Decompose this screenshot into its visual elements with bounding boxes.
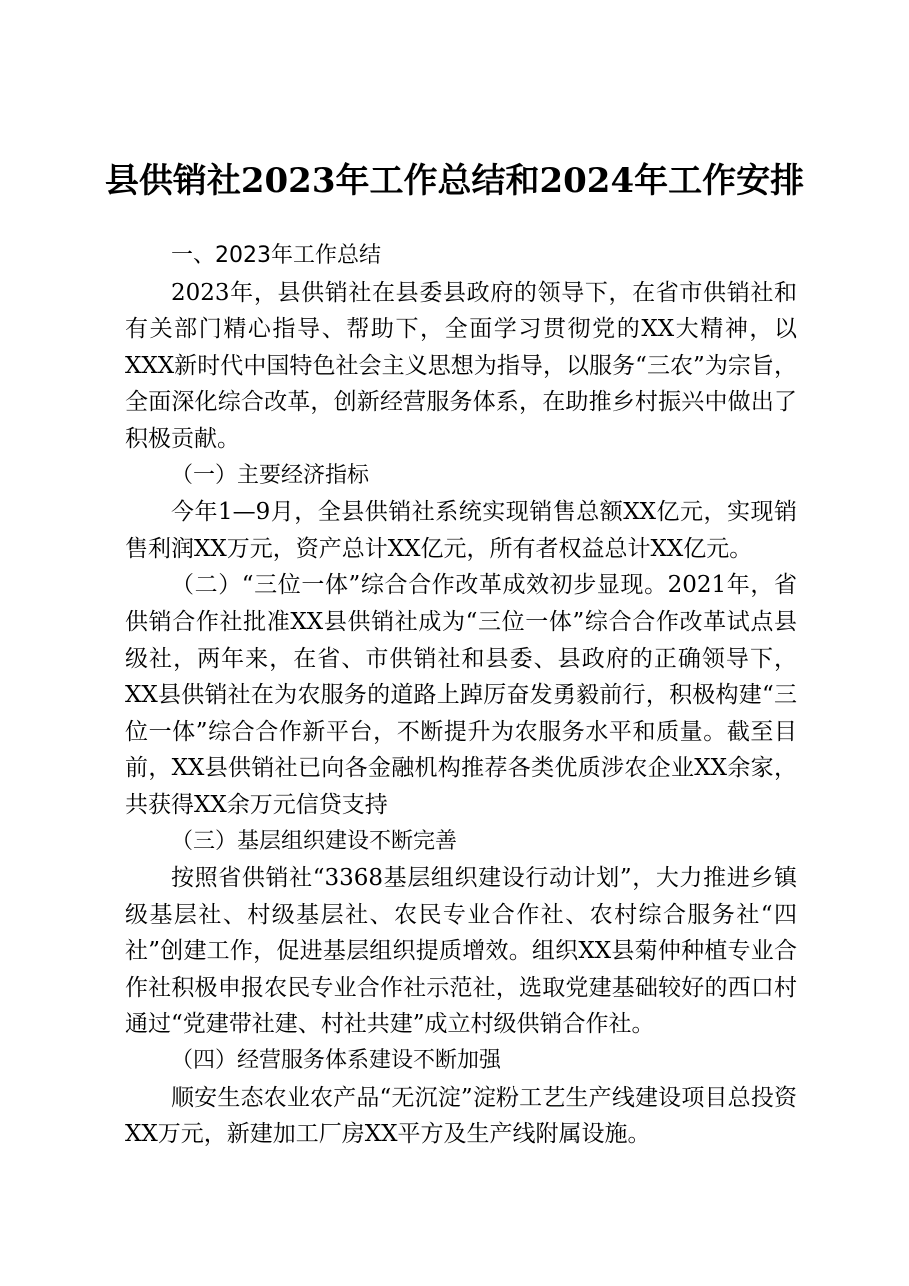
subheading-service-system: （四）经营服务体系建设不断加强	[171, 1048, 502, 1074]
paragraph-economic-indicators: 今年1—9月，全县供销社系统实现销售总额XX亿元，实现销售利润XX万元，资产总计XX亿元，所有者权益总计XX亿元。	[125, 499, 797, 562]
paragraph-grassroots-organization: 按照省供销社“3368基层组织建设行动计划”，大力推进乡镇级基层社、村级基层社、农民专业合作社、农村综合服务社“四社”创建工作，促进基层组织提质增效。组织XX县菊仲种植专业合作社积极申报农民专业合作社示范社，选取党建基础较好的西口村通过“党建带社建、村社共建”成立村级供销合作社。	[125, 865, 797, 1038]
subheading-economic-indicators: （一）主要经济指标	[171, 462, 370, 488]
paragraph-service-system: 顺安生态农业农产品“无沉淀”淀粉工艺生产线建设项目总投资XX万元，新建加工厂房XX平方及生产线附属设施。	[125, 1084, 797, 1148]
document-body	[125, 238, 797, 1153]
document-title: 县供销社2023年工作总结和2024年工作安排	[104, 161, 805, 201]
paragraph-three-in-one-reform: （二）“三位一体”综合合作改革成效初步显现。2021年，省供销合作社批准XX县供销社成为“三位一体”综合合作改革试点县级社，两年来，在省、市供销社和县委、县政府的正确领导下，XX县供销社在为农服务的道路上踔厉奋发勇毅前行，积极构建“三位一体”综合合作新平台，不断提升为农服务水平和质量。截至目前，XX县供销社已向各金融机构推荐各类优质涉农企业XX余家，共获得XX余万元信贷支持	[125, 572, 797, 818]
paragraph-intro: 2023年，县供销社在县委县政府的领导下，在省市供销社和有关部门精心指导、帮助下，全面学习贯彻党的XX大精神，以XXX新时代中国特色社会主义思想为指导，以服务“三农”为宗旨，全面深化综合改革，创新经营服务体系，在助推乡村振兴中做出了积极贡献。	[125, 279, 797, 452]
section-heading-summary: 一、2023年工作总结	[171, 243, 381, 268]
subheading-grassroots-organization: （三）基层组织建设不断完善	[171, 828, 458, 854]
